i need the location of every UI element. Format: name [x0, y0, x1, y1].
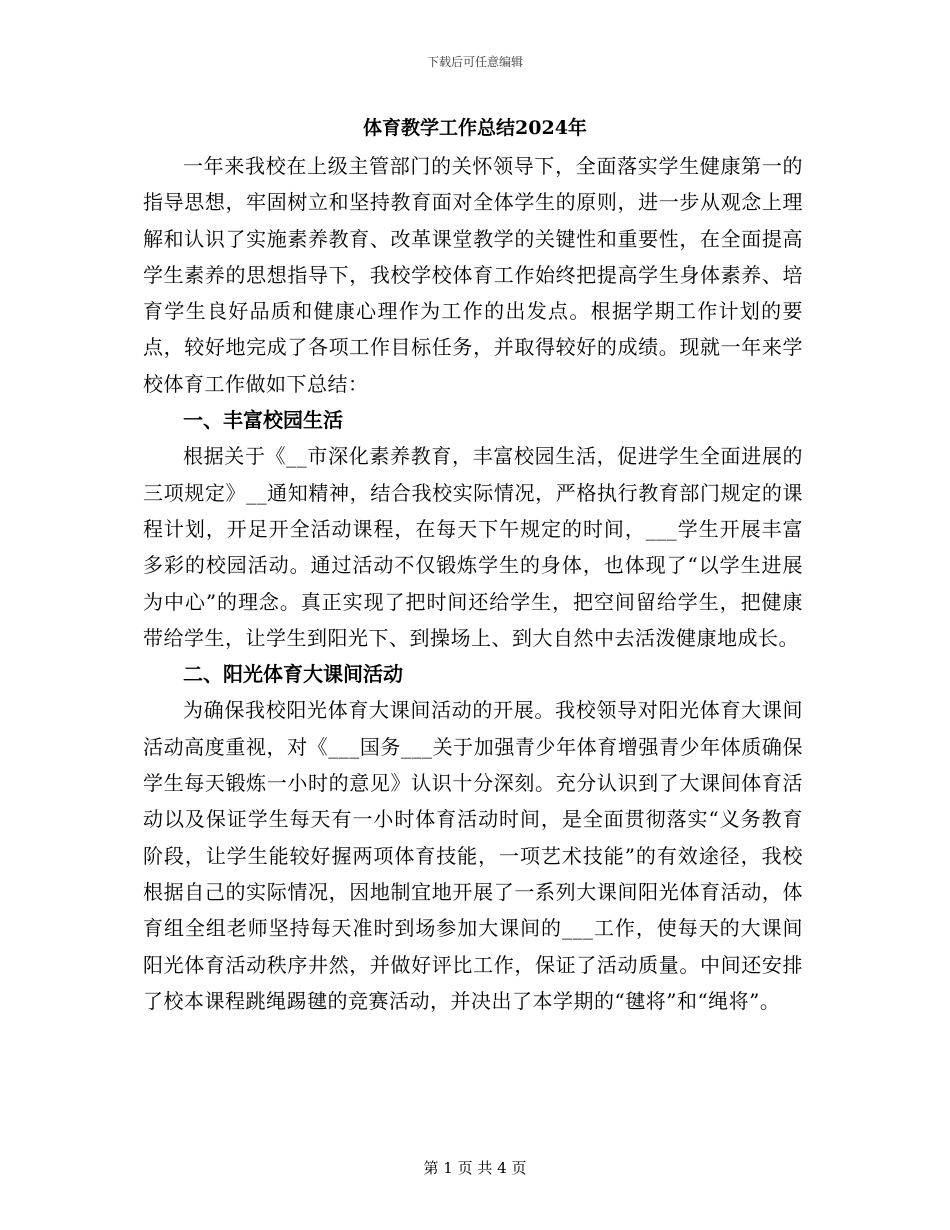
section-heading-2: 二、阳光体育大课间活动 [183, 662, 403, 687]
section-2-paragraph: 为确保我校阳光体育大课间活动的开展。我校领导对阳光体育大课间活动高度重视，对《___国务___关于加强青少年体育增强青少年体质确保学生每天锻炼一小时的意见》认识十分深刻。充分认识到了大课间体育活动以及保证学生每天有一小时体育活动时间，是全面贯彻落实“义务教育阶段，让学生能较好握两项体育技能，一项艺术技能”的有效途径，我校根据自己的实际情况，因地制宜地开展了一系列大课间阳光体育活动，体育组全组老师坚持每天准时到场参加大课间的___工作，使每天的大课间阳光体育活动秩序井然，并做好评比工作，保证了活动质量。中间还安排了校本课程跳绳踢毽的竞赛活动，并决出了本学期的“毽将”和“绳将”。 [143, 698, 803, 1013]
page-number-footer: 第 1 页 共 4 页 [423, 1159, 527, 1177]
section-heading-1: 一、丰富校园生活 [183, 408, 343, 433]
header-note: 下载后可任意编辑 [426, 55, 523, 69]
intro-paragraph: 一年来我校在上级主管部门的关怀领导下，全面落实学生健康第一的指导思想，牢固树立和坚持教育面对全体学生的原则，进一步从观念上理解和认识了实施素养教育、改革课堂教学的关键性和重要性，在全面提高学生素养的思想指导下，我校学校体育工作始终把提高学生身体素养、培育学生良好品质和健康心理作为工作的出发点。根据学期工作计划的要点，较好地完成了各项工作目标任务，并取得较好的成绩。现就一年来学校体育工作做如下总结： [143, 154, 803, 396]
document-title: 体育教学工作总结2024年 [363, 117, 587, 139]
document-body [143, 148, 803, 1019]
section-1-paragraph: 根据关于《__市深化素养教育，丰富校园生活，促进学生全面进展的三项规定》__通知精神，结合我校实际情况，严格执行教育部门规定的课程计划，开足开全活动课程，在每天下午规定的时间，___学生开展丰富多彩的校园活动。通过活动不仅锻炼学生的身体，也体现了“以学生进展为中心”的理念。真正实现了把时间还给学生，把空间留给学生，把健康带给学生，让学生到阳光下、到操场上、到大自然中去活泼健康地成长。 [143, 444, 803, 650]
